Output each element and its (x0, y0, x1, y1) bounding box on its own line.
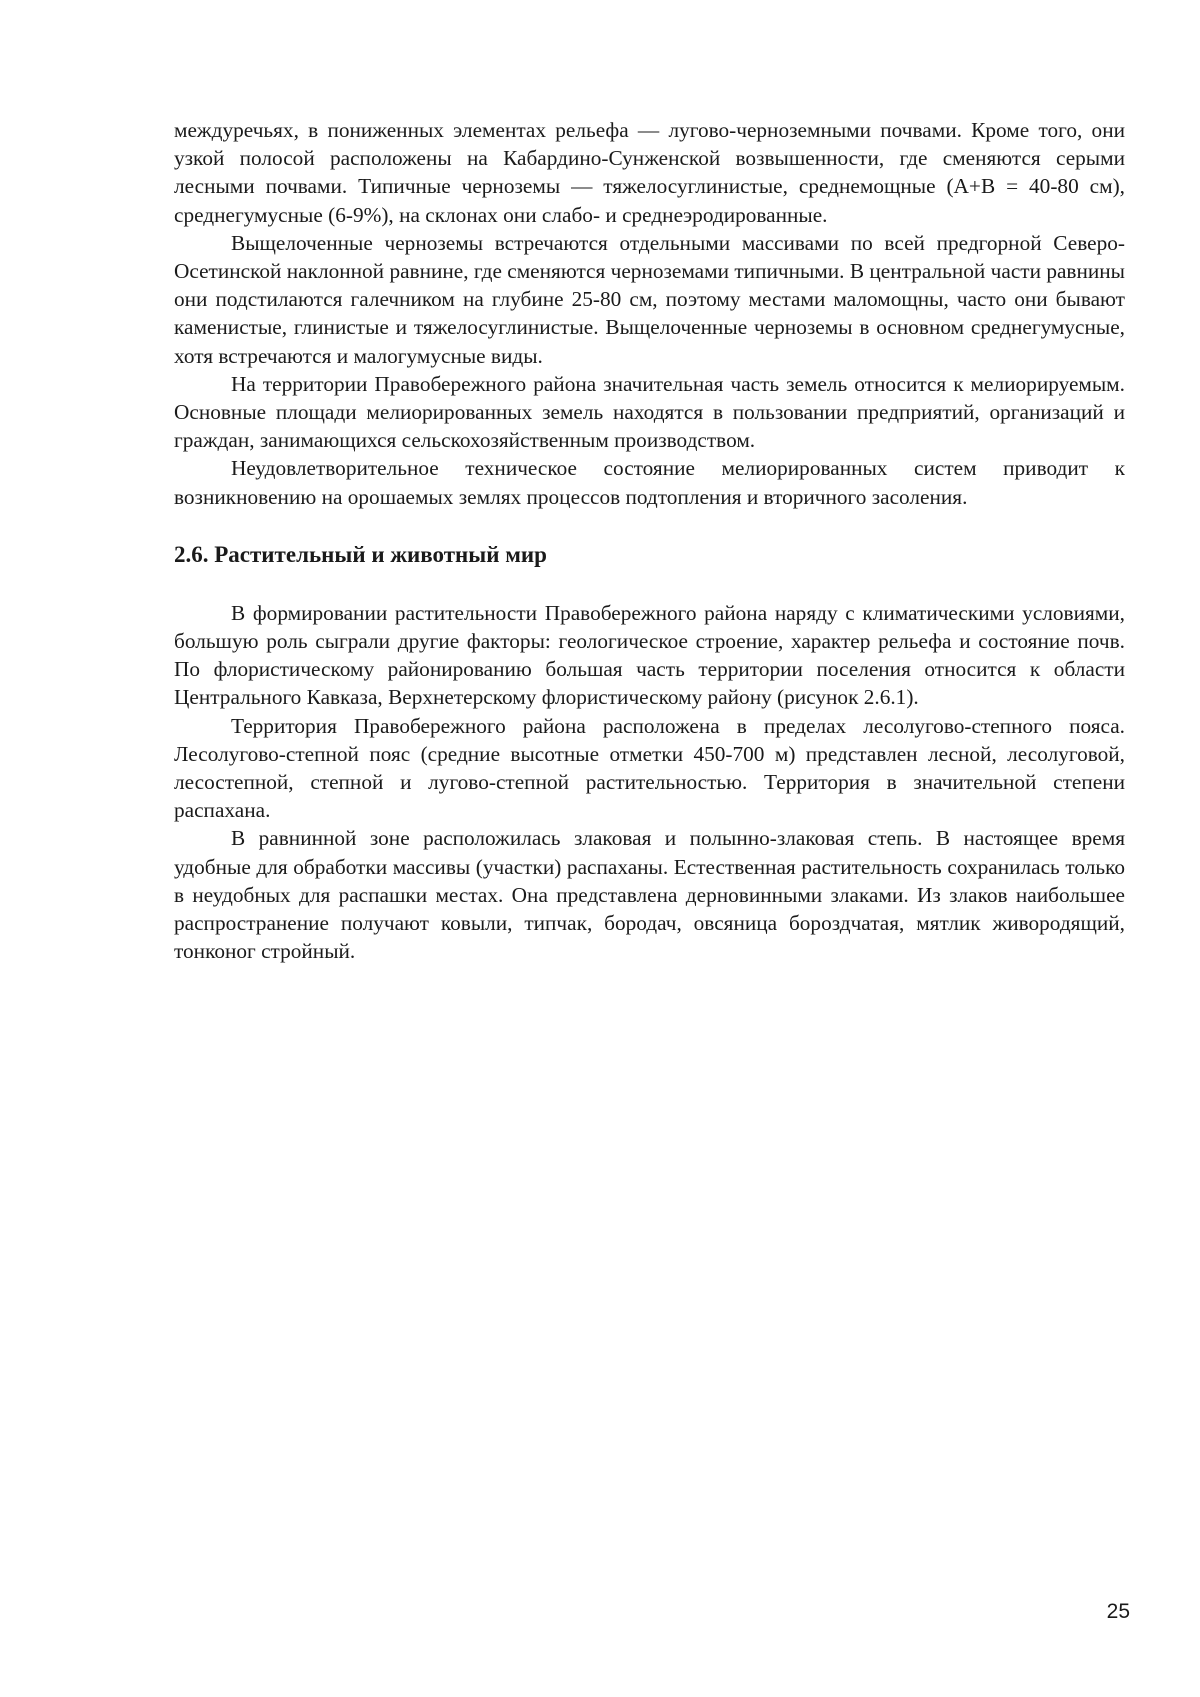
paragraph-forest-meadow-steppe: Территория Правобережного района расположена в пределах лесолугово-степного пояса. Лесолугово-степной пояс (средние высотные отметки 450-700 м) представлен лесной, лесолуговой, лесостепной, степной и лугово-степной растительностью. Территория в значительной степени распахана. (174, 713, 1125, 823)
paragraph-vegetation-factors: В формировании растительности Правобережного района наряду с климатическими условиями, большую роль сыграли другие факторы: геологическое строение, характер рельефа и состояние почв. По флористическому районированию большая часть территории поселения относится к области Центрального Кавказа, Верхнетерскому флористическому району (рисунок 2.6.1). (174, 600, 1125, 710)
paragraph-leached-chernozems: Выщелоченные черноземы встречаются отдельными массивами по всей предгорной Северо-Осетинской наклонной равнине, где сменяются черноземами типичными. В центральной части равнины они подстилаются галечником на глубине 25-80 см, поэтому местами маломощны, часто они бывают каменистые, глинистые и тяжелосуглинистые. Выщелоченные черноземы в основном среднегумусные, хотя встречаются и малогумусные виды. (174, 230, 1125, 368)
paragraph-irrigation-state: Неудовлетворительное техническое состояние мелиорированных систем приводит к возникновению на орошаемых землях процессов подтопления и вторичного засоления. (174, 456, 1125, 509)
page-body (174, 116, 1125, 965)
paragraph-soils-continuation: междуречьях, в пониженных элементах рельефа — лугово-черноземными почвами. Кроме того, они узкой полосой расположены на Кабардино-Сунженской возвышенности, где сменяются серыми лесными почвами. Типичные черноземы — тяжелосуглинистые, среднемощные (А+В = 40-80 см), среднегумусные (6-9%), на склонах они слабо- и среднеэродированные. (174, 118, 1125, 227)
section-heading: 2.6. Растительный и животный мир (174, 541, 547, 567)
page-number: 25 (1106, 1600, 1130, 1623)
paragraph-plain-zone-steppe: В равнинной зоне расположилась злаковая и полынно-злаковая степь. В настоящее время удобные для обработки массивы (участки) распаханы. Естественная растительность сохранилась только в неудобных для распашки местах. Она представлена дерновинными злаками. Из злаков наибольшее распространение получают ковыли, типчак, бородач, овсяница бороздчатая, мятлик живородящий, тонконог стройный. (174, 826, 1125, 964)
paragraph-melioration-lands: На территории Правобережного района значительная часть земель относится к мелиорируемым. Основные площади мелиорированных земель находятся в пользовании предприятий, организаций и граждан, занимающихся сельскохозяйственным производством. (174, 371, 1125, 453)
